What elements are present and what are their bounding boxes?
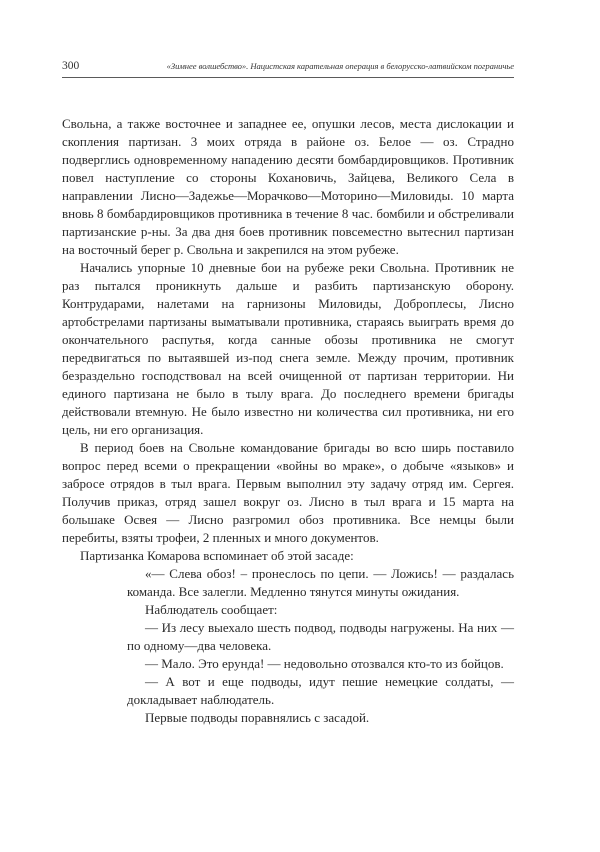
quote-line: — А вот и еще подводы, идут пешие немецкие солдаты, — докладывает наблюдатель. bbox=[127, 674, 514, 707]
paragraph-continued: Свольна, а также восточнее и западнее ее, опушки лесов, места дислокации и скопления партизан. 3 моих отряда в районе оз. Белое — оз. Страдно подверглись одновременному нападению десяти бомбардировщиков. Противник повел наступление со стороны Кохановичь, Зайцева, Великого Села в направлении Лисно—Задежье—Морачково—Моторино—Миловиды. 10 марта вновь 8 бомбардировщиков противника в течение 8 час. бомбили и обстреливали партизанские р-ны. За два дня боев противник повсеместно вытеснил партизан на восточный берег р. Свольна и закрепился на этом рубеже. bbox=[62, 116, 514, 257]
quote-line: Наблюдатель сообщает: bbox=[145, 602, 278, 617]
paragraph-quote-intro: Партизанка Комарова вспоминает об этой засаде: bbox=[80, 548, 354, 563]
quote-line: — Мало. Это ерунда! — недовольно отозвался кто-то из бойцов. bbox=[145, 656, 504, 671]
quote-line: «— Слева обоз! – пронеслось по цепи. — Ложись! — раздалась команда. Все залегли. Медленно тянутся минуты ожидания. bbox=[127, 566, 514, 599]
page-number: 300 bbox=[62, 60, 80, 72]
block-quote bbox=[62, 565, 514, 727]
paragraph: Начались упорные 10 дневные бои на рубеже реки Свольна. Противник не раз пытался проникнуть дальше и разбить партизанскую оборону. Контрударами, налетами на гарнизоны Миловиды, Доброплесы, Лисно артобстрелами партизаны выматывали противника, стараясь выиграть время до окончательного распутья, когда санные обозы противника не смогут передвигаться по вытаявшей из-под снега земле. Между прочим, противник безраздельно господствовал на всей очищенной от партизан территории. Ни единого партизана не было в тылу врага. До последнего времени бригады действовали втемную. Не было известно ни количества сил противника, ни его цель, ни его организация. bbox=[62, 260, 514, 437]
running-header bbox=[62, 57, 514, 78]
quote-line: — Из лесу выехало шесть подвод, подводы нагружены. На них — по одному—два человека. bbox=[127, 620, 514, 653]
paragraph: В период боев на Свольне командование бригады во всю ширь поставило вопрос перед всеми о прекращении «войны во мраке», о добыче «языков» и забросе отрядов в тыл врага. Первым выполнил эту задачу отряд им. Сергея. Получив приказ, отряд зашел вокруг оз. Лисно в тыл врага и 15 марта на большаке Освея — Лисно разгромил обоз противника. Все немцы были перебиты, взяты трофеи, 2 пленных и много документов. bbox=[62, 440, 514, 545]
quote-line: Первые подводы поравнялись с засадой. bbox=[145, 710, 370, 725]
running-title: «Зимнее волшебство». Нацистская карательная операция в белорусско-латвийском пограничье bbox=[166, 61, 514, 71]
main-text bbox=[62, 115, 514, 727]
